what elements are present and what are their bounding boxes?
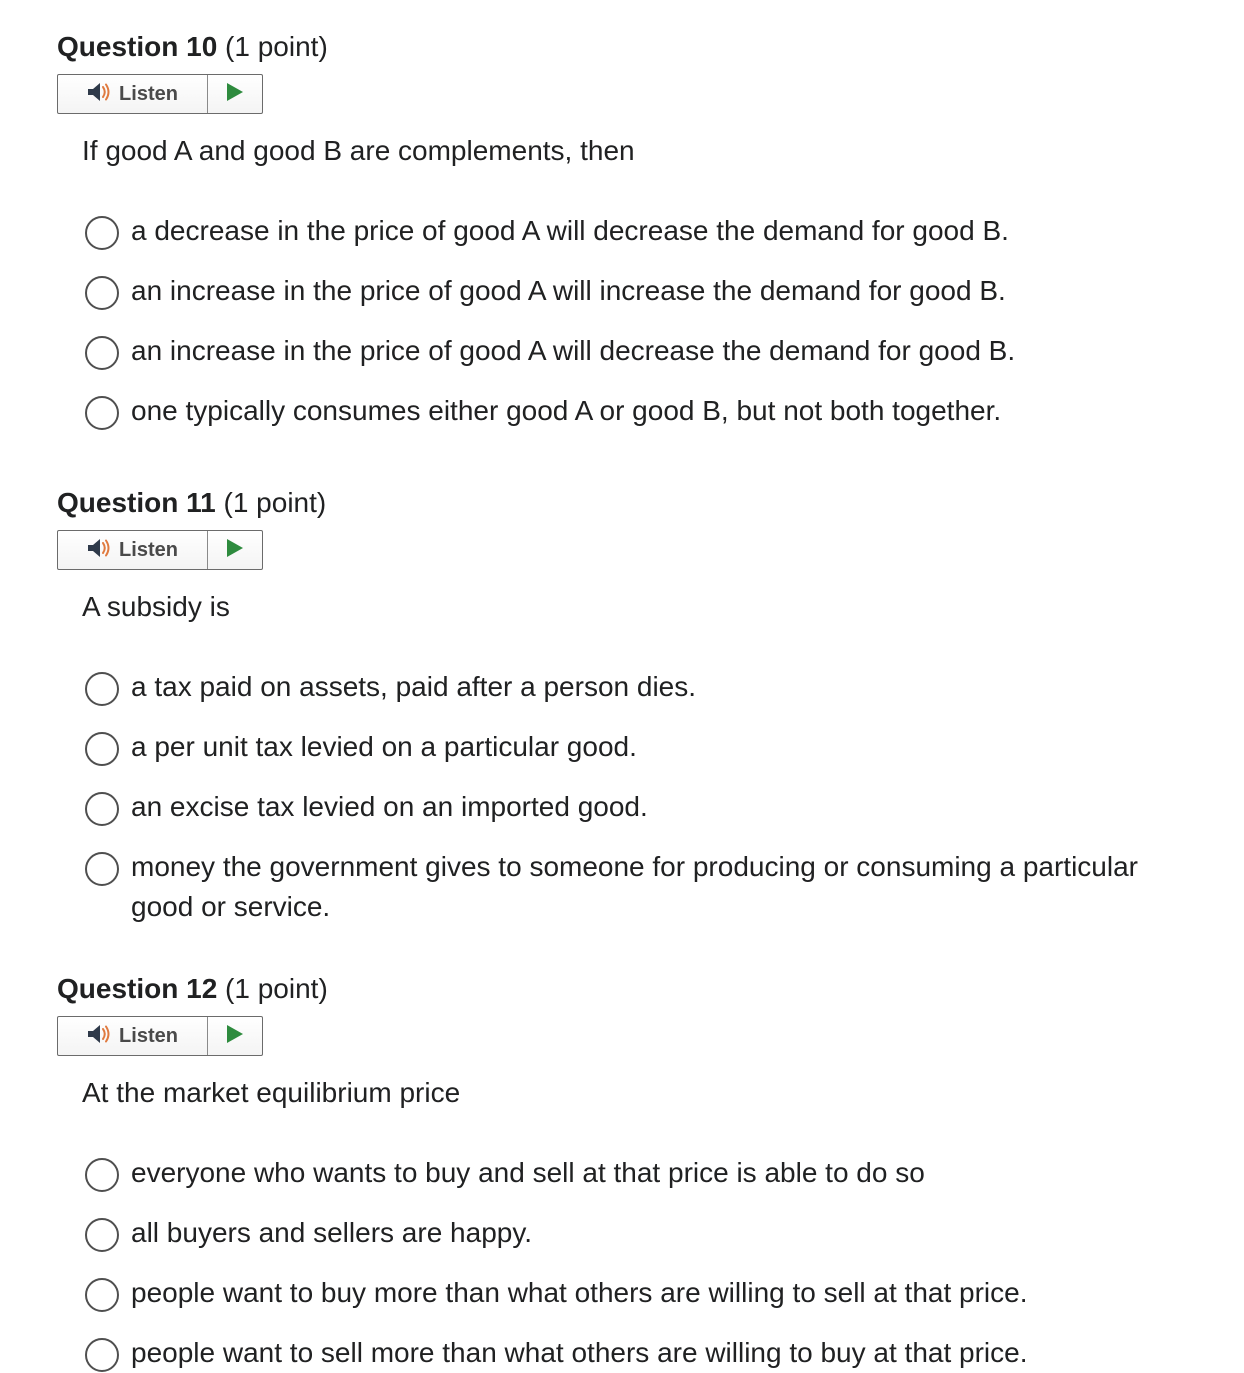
play-icon [226,1024,244,1049]
answer-option[interactable] [85,394,1001,431]
answer-option[interactable] [85,850,1171,927]
option-label: a per unit tax levied on a particular good. [131,731,637,762]
question-prompt: If good A and good B are complements, then [82,135,635,166]
radio-button[interactable] [85,1218,119,1252]
speaker-icon [87,537,113,564]
option-label: one typically consumes either good A or good B, but not both together. [131,395,1002,426]
radio-button[interactable] [85,276,119,310]
question-number: Question 12 [57,973,218,1004]
listen-button[interactable] [58,1017,208,1055]
option-label: money the government gives to someone for producing or consuming a particular good or service. [131,851,1138,922]
listen-label: Listen [119,1024,178,1047]
radio-button[interactable] [85,1338,119,1372]
listen-button[interactable] [58,75,208,113]
question-title [57,486,326,520]
listen-widget [57,74,263,114]
speaker-icon [87,1023,113,1050]
option-label: people want to buy more than what others are willing to sell at that price. [131,1277,1028,1308]
radio-button[interactable] [85,672,119,706]
play-button[interactable] [208,1017,262,1055]
radio-button[interactable] [85,396,119,430]
listen-widget [57,1016,263,1056]
question-title [57,30,328,64]
play-button[interactable] [208,531,262,569]
answer-option[interactable] [85,730,637,767]
question-prompt: At the market equilibrium price [82,1077,461,1108]
radio-button[interactable] [85,216,119,250]
radio-button[interactable] [85,336,119,370]
option-label: a tax paid on assets, paid after a person dies. [131,671,697,702]
answer-option[interactable] [85,214,1009,251]
radio-button[interactable] [85,1158,119,1192]
play-icon [226,82,244,107]
listen-button[interactable] [58,531,208,569]
answer-option[interactable] [85,334,1015,371]
radio-button[interactable] [85,792,119,826]
answer-option[interactable] [85,1156,925,1193]
question-points: (1 point) [223,487,327,518]
option-label: everyone who wants to buy and sell at that price is able to do so [131,1157,925,1188]
radio-button[interactable] [85,852,119,886]
answer-option[interactable] [85,274,1006,311]
listen-widget [57,530,263,570]
question-points: (1 point) [225,31,328,62]
radio-button[interactable] [85,732,119,766]
question-number: Question 11 [57,487,216,518]
radio-button[interactable] [85,1278,119,1312]
speaker-icon [87,81,113,108]
question-points: (1 point) [225,973,328,1004]
question-prompt: A subsidy is [82,591,230,622]
option-label: all buyers and sellers are happy. [131,1217,533,1248]
option-label: people want to sell more than what others are willing to buy at that price. [131,1337,1028,1368]
answer-option[interactable] [85,1216,532,1253]
question-number: Question 10 [57,31,218,62]
option-label: a decrease in the price of good A will decrease the demand for good B. [131,215,1009,246]
option-label: an increase in the price of good A will increase the demand for good B. [131,275,1006,306]
play-button[interactable] [208,75,262,113]
option-label: an increase in the price of good A will decrease the demand for good B. [131,335,1016,366]
option-label: an excise tax levied on an imported good. [131,791,648,822]
answer-option[interactable] [85,670,696,707]
answer-option[interactable] [85,1336,1028,1373]
answer-option[interactable] [85,1276,1028,1313]
listen-label: Listen [119,538,178,561]
question-title [57,972,328,1006]
listen-label: Listen [119,82,178,105]
play-icon [226,538,244,563]
answer-option[interactable] [85,790,648,827]
